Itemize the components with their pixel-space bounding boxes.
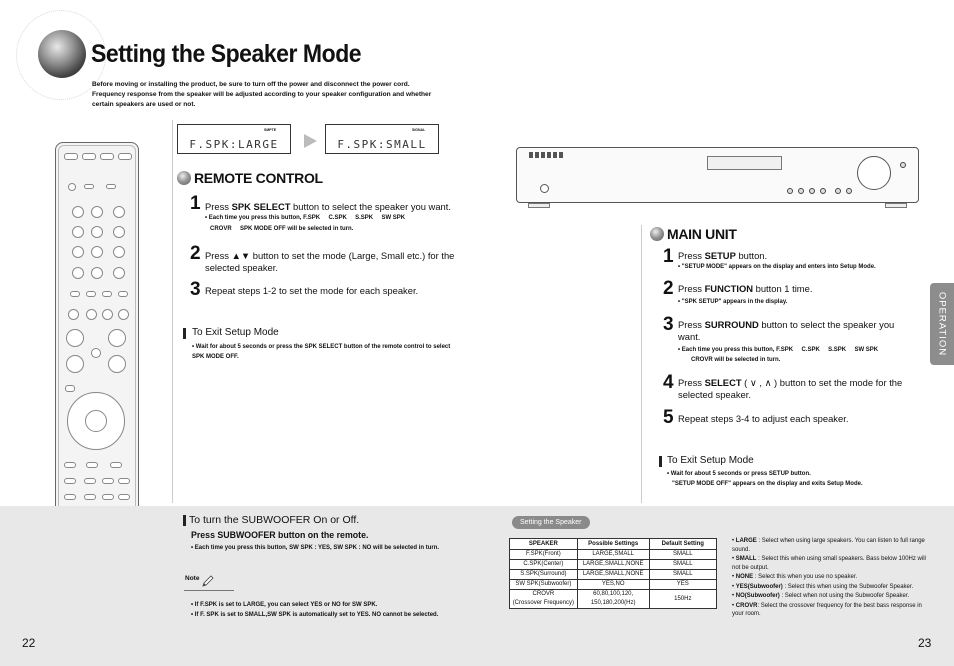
remote-function-button (86, 291, 96, 297)
page-title: Setting the Speaker Mode (91, 40, 362, 68)
main-step-3-note-2: CROVR will be selected in turn. (691, 357, 781, 363)
main-step-4-text (678, 377, 923, 401)
intro-line-1: Before moving or installing the product, be sure to turn off the power and disconnect the power cord. (92, 81, 410, 88)
main-step-5-number: 5 (663, 407, 673, 428)
receiver-foot-left (528, 203, 550, 208)
main-exit-marker (659, 456, 662, 467)
volume-knob-icon (857, 156, 891, 190)
remote-number-button (91, 246, 103, 258)
front-button-3 (809, 188, 815, 194)
remote-lower-button (64, 478, 76, 484)
section-tab-label: OPERATION (936, 291, 948, 357)
remote-step-1-number: 1 (190, 193, 200, 214)
front-button-6 (846, 188, 852, 194)
remote-top-button (100, 153, 114, 160)
remote-function-button (102, 291, 112, 297)
legend-term: NO(Subwoofer) (735, 593, 780, 599)
remote-number-button (72, 226, 84, 238)
remote-top-button (82, 153, 96, 160)
table-row (510, 550, 717, 560)
display-left-tag: SMPTE (264, 128, 277, 132)
front-button-1 (787, 188, 793, 194)
table-header: Possible Settings (577, 539, 649, 550)
table-cell: YES (649, 580, 716, 590)
remote-step-2-number: 2 (190, 243, 200, 264)
table-cell: SMALL (649, 550, 716, 560)
speaker-table-badge: Setting the Speaker (512, 516, 590, 529)
table-header: Default Setting (649, 539, 716, 550)
remote-section-title: REMOTE CONTROL (194, 170, 323, 186)
display-right-tag: SIGNAL (412, 128, 426, 132)
legend-desc: : Select when not using the Subwoofer Speaker. (779, 593, 910, 599)
remote-lower-button (102, 478, 114, 484)
main-step-3-key: SURROUND (704, 319, 759, 330)
table-cell (510, 590, 578, 609)
main-step-1-key: SETUP (704, 250, 736, 261)
display-left-text: F.SPK:LARGE (189, 138, 279, 151)
legend-term: SMALL (735, 556, 757, 562)
table-cell: YES,NO (577, 580, 649, 590)
receiver-foot-right (885, 203, 907, 208)
main-step-4-rest: ( ∨ , ∧ ) button to set the mode for the selected speaker. (678, 377, 903, 400)
crovr-settings-line-1: 60,80,100,120, (593, 591, 634, 597)
main-step-2-key: FUNCTION (704, 283, 754, 294)
remote-lower-button (118, 494, 130, 500)
legend-term: YES(Subwoofer) (735, 583, 783, 590)
intro-text (92, 80, 452, 110)
remote-exit-note: • Wait for about 5 seconds or press the SPK SELECT button of the remote control to select SPK MODE OFF. (192, 344, 451, 360)
table-cell: SMALL (649, 560, 716, 570)
remote-number-button (113, 246, 125, 258)
legend-term: CROVR (735, 602, 758, 609)
table-row (510, 560, 717, 570)
main-step-2-number: 2 (663, 278, 673, 299)
main-exit-note-1: • Wait for about 5 seconds or press SETUP button. (667, 471, 811, 477)
power-button-icon (540, 184, 549, 193)
main-step-2-pre: Press (678, 283, 705, 294)
table-cell: LARGE,SMALL,NONE (577, 560, 649, 570)
main-step-3-post: button to select the speaker you want. (678, 319, 895, 342)
remote-number-button (72, 267, 84, 279)
legend-desc: : Select this when you use no speaker. (753, 574, 858, 580)
legend-item: • CROVR: Select the crossover frequency for the best bass response in your room. (732, 602, 922, 617)
remote-mute-button (91, 348, 101, 358)
main-step-1-text (678, 250, 918, 262)
receiver-illustration (516, 147, 919, 203)
remote-volume-up-icon (66, 329, 84, 347)
crovr-label: CROVR (532, 591, 555, 597)
divider-right (641, 225, 642, 503)
display-right-text: F.SPK:SMALL (337, 138, 427, 151)
table-cell (577, 590, 649, 609)
arrow-right-icon (304, 134, 317, 148)
legend-item: • NO(Subwoofer) : Select when not using the Subwoofer Speaker. (732, 593, 910, 599)
remote-step-1-post: button to select the speaker you want. (290, 201, 451, 212)
subwoofer-subtitle: Press SUBWOOFER button on the remote. (191, 530, 369, 540)
legend-desc: : Select this when using the Subwoofer Speaker. (782, 583, 914, 590)
remote-transport-button (118, 309, 129, 320)
table-cell: 150Hz (649, 590, 716, 609)
table-cell: LARGE,SMALL,NONE (577, 570, 649, 580)
disc-icon (38, 30, 86, 78)
remote-lower-button (64, 494, 76, 500)
remote-volume-down-icon (66, 355, 84, 373)
main-step-1-number: 1 (663, 246, 673, 267)
remote-menu-button (65, 385, 75, 392)
main-exit-note-2: "SETUP MODE OFF" appears on the display and exits Setup Mode. (672, 481, 863, 487)
remote-top-button (118, 153, 132, 160)
receiver-display (707, 156, 782, 170)
remote-lower-button (84, 478, 96, 484)
table-row (510, 580, 717, 590)
settings-legend (732, 537, 927, 620)
main-step-4-key: SELECT (704, 377, 742, 388)
remote-number-button (113, 226, 125, 238)
main-step-4-pre: Press (678, 377, 705, 388)
remote-tuning-up-icon (108, 329, 126, 347)
remote-lower-button (118, 478, 130, 484)
remote-function-button (118, 291, 128, 297)
crovr-sublabel: (Crossover Frequency) (512, 600, 575, 606)
legend-item: • LARGE : Select when using large speakers. You can listen to full range sound. (732, 538, 925, 553)
subwoofer-note-1: • If F.SPK is set to LARGE, you can select YES or NO for SW SPK. (191, 602, 378, 608)
remote-top-button (64, 153, 78, 160)
remote-lower-button (84, 494, 96, 500)
crovr-settings-line-2: 150,180,200(Hz) (590, 600, 636, 606)
main-step-3-text (678, 319, 918, 343)
subwoofer-marker (183, 515, 186, 526)
remote-number-button (91, 206, 103, 218)
intro-line-2: Frequency response from the speaker will be adjusted according to your speaker configuration and whether certain speakers are used or not. (92, 91, 432, 108)
table-cell: LARGE,SMALL (577, 550, 649, 560)
main-step-4-number: 4 (663, 372, 673, 393)
note-rule (184, 590, 234, 591)
main-step-3-note-1: • Each time you press this button, F.SPK C.SPK S.SPK SW SPK (678, 347, 879, 353)
table-cell: SW SPK(Subwoofer) (510, 580, 578, 590)
subwoofer-note-2: • If F. SPK is set to SMALL,SW SPK is automatically set to YES. NO cannot be selected. (191, 612, 439, 618)
main-step-3-number: 3 (663, 314, 673, 335)
remote-number-button (72, 206, 84, 218)
remote-transport-button (68, 309, 79, 320)
main-step-2-note: • "SPK SETUP" appears in the display. (678, 299, 788, 305)
remote-number-button (113, 267, 125, 279)
remote-enter-button (85, 410, 107, 432)
page-number-left: 22 (22, 636, 36, 650)
front-button-4 (820, 188, 826, 194)
main-unit-section-icon (650, 227, 664, 241)
main-unit-section-title: MAIN UNIT (667, 226, 737, 242)
main-step-2-post: button 1 time. (753, 283, 813, 294)
subwoofer-title: To turn the SUBWOOFER On or Off. (189, 514, 360, 526)
remote-number-button (113, 206, 125, 218)
front-button-2 (798, 188, 804, 194)
legend-item: • NONE : Select this when you use no speaker. (732, 574, 858, 580)
legend-desc: : Select this when using small speakers. Bass below 100Hz will not be output. (732, 556, 926, 571)
legend-term: LARGE (735, 538, 757, 544)
remote-step-3-text: Repeat steps 1-2 to set the mode for each speaker. (205, 285, 419, 296)
page-number-right: 23 (918, 636, 932, 650)
remote-step-1-note-1: • Each time you press this button, F.SPK C.SPK S.SPK SW SPK (205, 215, 406, 221)
legend-desc: : Select the crossover frequency for the best bass response in your room. (732, 602, 922, 617)
remote-small-button (106, 184, 116, 189)
remote-exit-title: To Exit Setup Mode (192, 327, 279, 338)
legend-item: • YES(Subwoofer) : Select this when using the Subwoofer Speaker. (732, 583, 914, 590)
display-left (177, 124, 291, 154)
main-step-3-pre: Press (678, 319, 705, 330)
remote-step-1-pre: Press (205, 201, 232, 212)
remote-lower-button (64, 462, 76, 468)
table-header-row (510, 539, 717, 550)
subwoofer-note: • Each time you press this button, SW SPK : YES, SW SPK : NO will be selected in turn. (191, 545, 440, 551)
display-right (325, 124, 439, 154)
table-row (510, 570, 717, 580)
main-step-1-pre: Press (678, 250, 705, 261)
remote-tuning-down-icon (108, 355, 126, 373)
remote-section-icon (177, 171, 191, 185)
main-step-5-text: Repeat steps 3-4 to adjust each speaker. (678, 413, 849, 424)
remote-step-1-text (205, 201, 465, 213)
receiver-logo (529, 152, 563, 158)
remote-small-button (84, 184, 94, 189)
remote-step-3-number: 3 (190, 279, 200, 300)
table-cell: S.SPK(Surround) (510, 570, 578, 580)
divider-left (172, 120, 173, 503)
main-step-1-note: • "SETUP MODE" appears on the display and enters into Setup Mode. (678, 264, 876, 270)
remote-function-button (70, 291, 80, 297)
front-button-5 (835, 188, 841, 194)
table-cell: SMALL (649, 570, 716, 580)
remote-step-1-note-2: CROVR SPK MODE OFF will be selected in turn. (210, 226, 354, 232)
remote-number-button (91, 226, 103, 238)
remote-lower-button (102, 494, 114, 500)
table-header: SPEAKER (510, 539, 578, 550)
remote-power-button-icon (68, 183, 76, 191)
note-label: Note (185, 575, 200, 582)
remote-number-button (72, 246, 84, 258)
main-step-1-post: button. (735, 250, 768, 261)
speaker-settings-table (509, 538, 717, 609)
remote-step-2-text: Press ▲▼ button to set the mode (Large, Small etc.) for the selected speaker. (205, 250, 455, 273)
remote-lower-button (86, 462, 98, 468)
table-row (510, 590, 717, 609)
standby-indicator (900, 162, 906, 168)
table-cell: C.SPK(Center) (510, 560, 578, 570)
remote-lower-button (110, 462, 122, 468)
remote-exit-marker (183, 328, 186, 339)
legend-term: NONE (735, 574, 754, 580)
remote-transport-button (86, 309, 97, 320)
remote-step-1-key: SPK SELECT (231, 201, 291, 212)
main-step-2-text (678, 283, 918, 295)
legend-item: • SMALL : Select this when using small speakers. Bass below 100Hz will not be output. (732, 556, 926, 571)
main-exit-title: To Exit Setup Mode (667, 455, 754, 466)
table-cell: F.SPK(Front) (510, 550, 578, 560)
note-pencil-icon (201, 574, 215, 588)
legend-desc: : Select when using large speakers. You can listen to full range sound. (732, 538, 925, 553)
remote-number-button (91, 267, 103, 279)
remote-transport-button (102, 309, 113, 320)
